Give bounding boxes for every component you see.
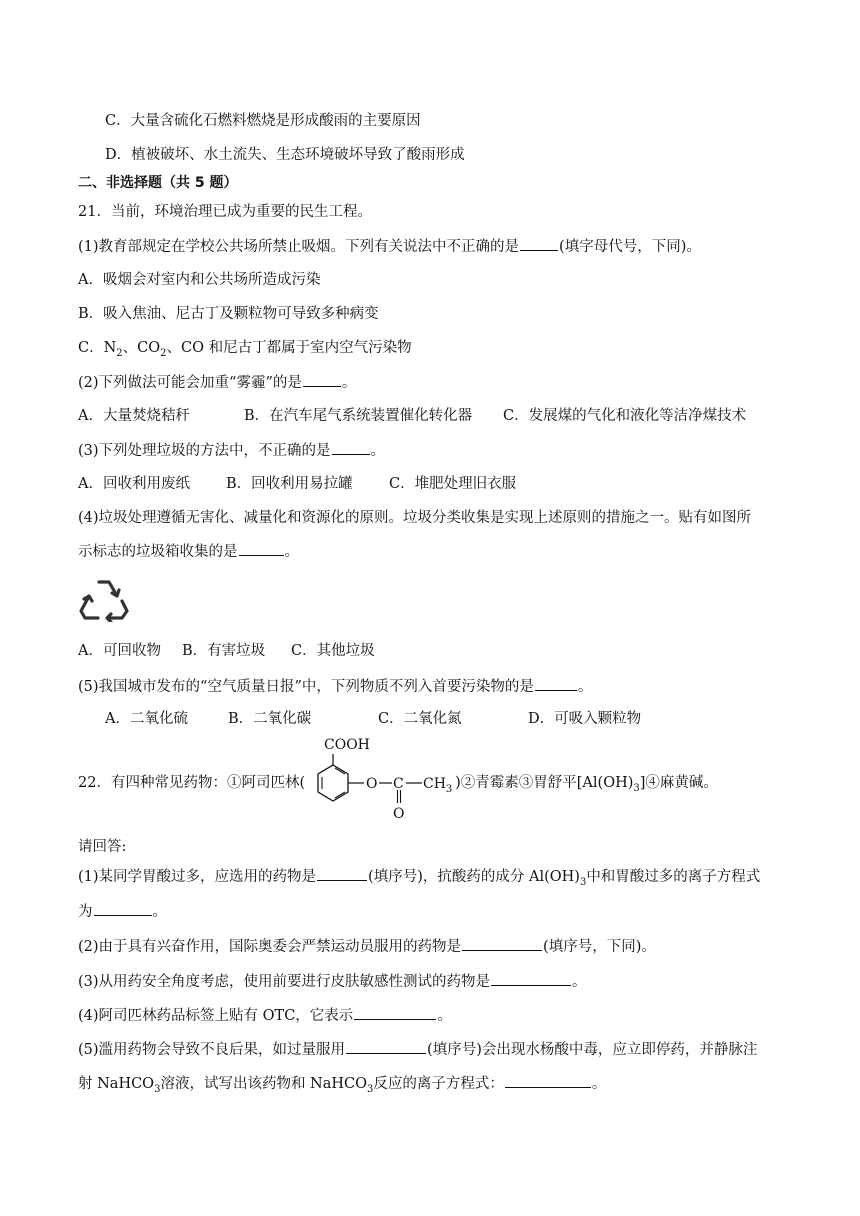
q22-part5-text: 射 NaHCO — [78, 1076, 155, 1092]
q21-part4-line2 — [78, 541, 299, 562]
q21-part1-option-c — [78, 338, 412, 358]
formula-ch: CH — [423, 776, 446, 792]
option: A．可回收物 — [78, 643, 161, 659]
answer-blank[interactable] — [239, 541, 284, 556]
formula-o-link: O — [366, 776, 378, 792]
q21-part2 — [78, 372, 356, 393]
q21-part5-tail: 。 — [577, 679, 593, 695]
subscript: 3 — [579, 876, 587, 888]
q20-option-d: D．植被破坏、水土流失、生态环境破坏导致了酸雨形成 — [105, 147, 465, 163]
q22-part5-line2 — [78, 1073, 606, 1094]
q22-part1-line2 — [78, 901, 167, 922]
option: C．发展煤的气化和液化等洁净煤技术 — [503, 408, 747, 424]
q21-part4-text: 示标志的垃圾箱收集的是 — [78, 544, 238, 560]
q22-part5-text: 反应的离子方程式： — [373, 1076, 504, 1092]
option: B．二氧化碳 — [228, 711, 312, 727]
q21-part1 — [78, 236, 701, 257]
q22-stem-text: ]④麻黄碱。 — [639, 775, 718, 791]
q22-part3-tail: 。 — [572, 974, 587, 990]
subscript: 3 — [367, 1083, 374, 1095]
subscript: 2 — [116, 347, 123, 359]
formula-c: C — [393, 776, 404, 792]
q20-option-c: C．大量含硫化石燃料燃烧是形成酸雨的主要原因 — [105, 113, 421, 129]
q21-part5-text: (5)我国城市发布的“空气质量日报”中，下列物质不列入首要污染物的是 — [78, 679, 534, 695]
recycle-icon — [78, 576, 130, 622]
answer-blank[interactable] — [332, 440, 370, 455]
q21-part5 — [78, 676, 592, 697]
q21-part2-text: (2)下列做法可能会加重“雾霾”的是 — [78, 375, 302, 391]
q21-part3 — [78, 440, 385, 461]
subscript: 2 — [160, 347, 167, 359]
formula-cooh: COOH — [324, 737, 370, 753]
q21-part3-text: (3)下列处理垃圾的方法中，不正确的是 — [78, 443, 331, 459]
q21-part2-options — [78, 406, 746, 426]
answer-blank[interactable] — [354, 1005, 436, 1020]
aspirin-structure — [296, 734, 466, 822]
option: C．其他垃圾 — [291, 643, 375, 659]
subscript: 3 — [154, 1083, 161, 1095]
q21-part5-options — [105, 709, 641, 729]
q22-stem-text: 22．有四种常见药物：①阿司匹林( — [78, 775, 306, 791]
opt-c-text: C．N — [78, 340, 117, 356]
q22-part3 — [78, 971, 587, 992]
q21-part1-option-b: B．吸入焦油、尼古丁及颗粒物可导致多种病变 — [78, 306, 379, 322]
q22-part2-tail: (填序号，下同)。 — [543, 939, 656, 955]
option: C．堆肥处理旧衣服 — [389, 476, 517, 492]
q22-part1-tail: 。 — [152, 904, 167, 920]
formula-o-double: O — [393, 806, 405, 822]
q21-part4-options — [78, 641, 375, 661]
q22-part1-text: 为 — [78, 904, 93, 920]
q21-part2-tail: 。 — [341, 375, 357, 391]
q21-stem: 21．当前，环境治理已成为重要的民生工程。 — [78, 204, 372, 220]
subscript: 3 — [633, 782, 640, 794]
formula-ch3 — [423, 776, 452, 795]
q22-part5-text: 溶液，试写出该药物和 NaHCO — [160, 1076, 368, 1092]
option: B．回收利用易拉罐 — [226, 476, 353, 492]
q21-part3-tail: 。 — [370, 443, 386, 459]
q22-part2-text: (2)由于具有兴奋作用，国际奥委会严禁运动员服用的药物是 — [78, 939, 462, 955]
answer-blank[interactable] — [462, 936, 542, 951]
option: A．二氧化硫 — [105, 711, 188, 727]
answer-blank[interactable] — [520, 236, 558, 251]
q22-part4 — [78, 1005, 452, 1026]
answer-blank[interactable] — [346, 1039, 426, 1054]
q22-part5-line1 — [78, 1039, 757, 1060]
q21-part4-line1: (4)垃圾处理遵循无害化、减量化和资源化的原则。垃圾分类收集是实现上述原则的措施之一。贴有如图所 — [78, 510, 752, 526]
answer-blank[interactable] — [94, 901, 152, 916]
section-title: 二、非选择题（共 5 题） — [78, 175, 238, 191]
q22-part1-text: (1)某同学胃酸过多，应选用的药物是 — [78, 869, 317, 885]
q22-part5-tail: 。 — [591, 1076, 607, 1092]
q22-part3-text: (3)从用药安全角度考虑，使用前要进行皮肤敏感性测试的药物是 — [78, 974, 491, 990]
formula-ch3-sub: 3 — [445, 784, 453, 795]
answer-blank[interactable] — [491, 971, 571, 986]
option: A．大量焚烧秸秆 — [78, 408, 190, 424]
q22-part2 — [78, 936, 656, 957]
q21-part1-tail: (填字母代号，下同)。 — [559, 239, 701, 255]
q22-part5-text: (填序号)会出现水杨酸中毒，应立即停药，并静脉注 — [427, 1042, 758, 1058]
answer-blank[interactable] — [303, 372, 341, 387]
q22-part4-tail: 。 — [437, 1008, 452, 1024]
answer-blank[interactable] — [505, 1073, 591, 1088]
q21-part1-text: (1)教育部规定在学校公共场所禁止吸烟。下列有关说法中不正确的是 — [78, 239, 520, 255]
option: B．有害垃圾 — [182, 643, 266, 659]
q21-part4-tail: 。 — [284, 544, 299, 560]
q21-part1-option-a: A．吸烟会对室内和公共场所造成污染 — [78, 272, 321, 288]
q22-part5-text: (5)滥用药物会导致不良后果，如过量服用 — [78, 1042, 346, 1058]
q22-stem-text: )②青霉素③胃舒平[Al(OH) — [455, 775, 634, 791]
q22-part1-text: (填序号)，抗酸药的成分 Al(OH) — [368, 869, 580, 885]
q22-ask: 请回答: — [78, 839, 127, 855]
q22-part4-text: (4)阿司匹林药品标签上贴有 OTC，它表示 — [78, 1008, 354, 1024]
option: B．在汽车尾气系统装置催化转化器 — [244, 408, 473, 424]
option: A．回收利用废纸 — [78, 476, 190, 492]
option: C．二氧化氮 — [378, 711, 462, 727]
answer-blank[interactable] — [535, 676, 577, 691]
q22-part1-text: 中和胃酸过多的离子方程式 — [586, 869, 761, 885]
opt-c-text: 、CO — [122, 340, 161, 356]
answer-blank[interactable] — [317, 866, 367, 881]
opt-c-text: 、CO 和尼古丁都属于室内空气污染物 — [166, 340, 412, 356]
option: D．可吸入颗粒物 — [528, 711, 642, 727]
q22-part1-line1 — [78, 866, 760, 887]
q21-part3-options — [78, 474, 516, 494]
